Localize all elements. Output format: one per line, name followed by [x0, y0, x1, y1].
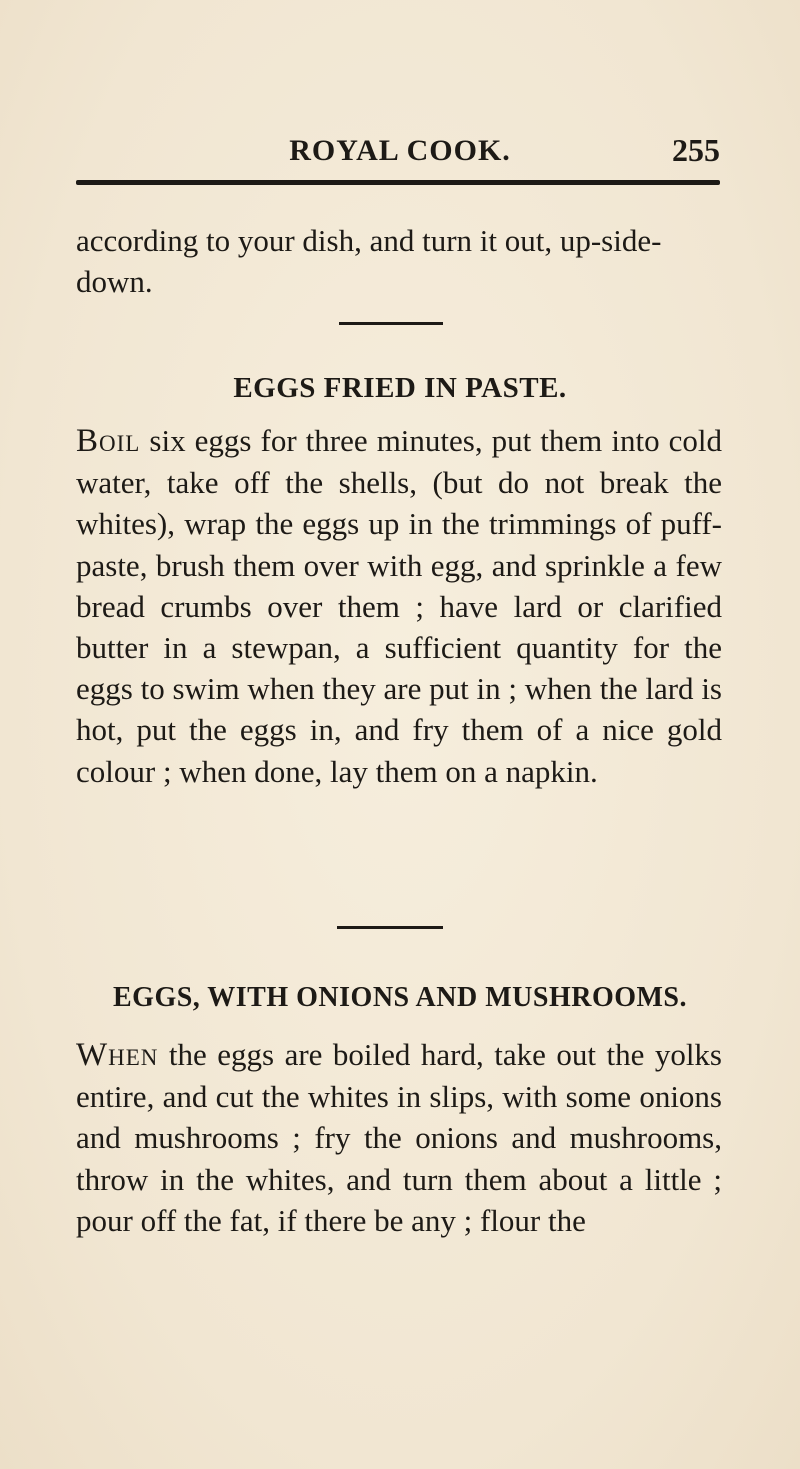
section-paragraph — [76, 420, 722, 792]
page-number: 255 — [672, 132, 720, 168]
running-title: ROYAL COOK. — [289, 134, 511, 167]
section-paragraph — [76, 1034, 722, 1241]
section-divider — [339, 322, 443, 325]
running-head — [80, 128, 720, 178]
lead-word: When — [76, 1037, 159, 1073]
header-rule — [76, 180, 720, 185]
section-heading: EGGS FRIED IN PASTE. — [233, 372, 567, 404]
paragraph-text: the eggs are boiled hard, take out the yolks entire, and cut the whites in slips, with some onions and mushrooms ; fry the onions and mushrooms, throw in the whites, and turn them about a little ; pour off the fat, if there be any ; flour the — [76, 1037, 722, 1238]
lead-word: Boil — [76, 423, 141, 459]
section-divider — [337, 926, 443, 929]
section-heading: EGGS, WITH ONIONS AND MUSHROOMS. — [112, 982, 688, 1013]
continuation-paragraph: according to your dish, and turn it out, up-side-down. — [76, 223, 662, 300]
paragraph-text: six eggs for three minutes, put them into cold water, take off the shells, (but do not break the whites), wrap the eggs up in the trimmings of puff-paste, brush them over with egg, and sprinkle a few bread crumbs over them ; have lard or clarified butter in a stewpan, a sufficient quantity for the eggs to swim when they are put in ; when the lard is hot, put the eggs in, and fry them of a nice gold colour ; when done, lay them on a napkin. — [76, 423, 722, 789]
